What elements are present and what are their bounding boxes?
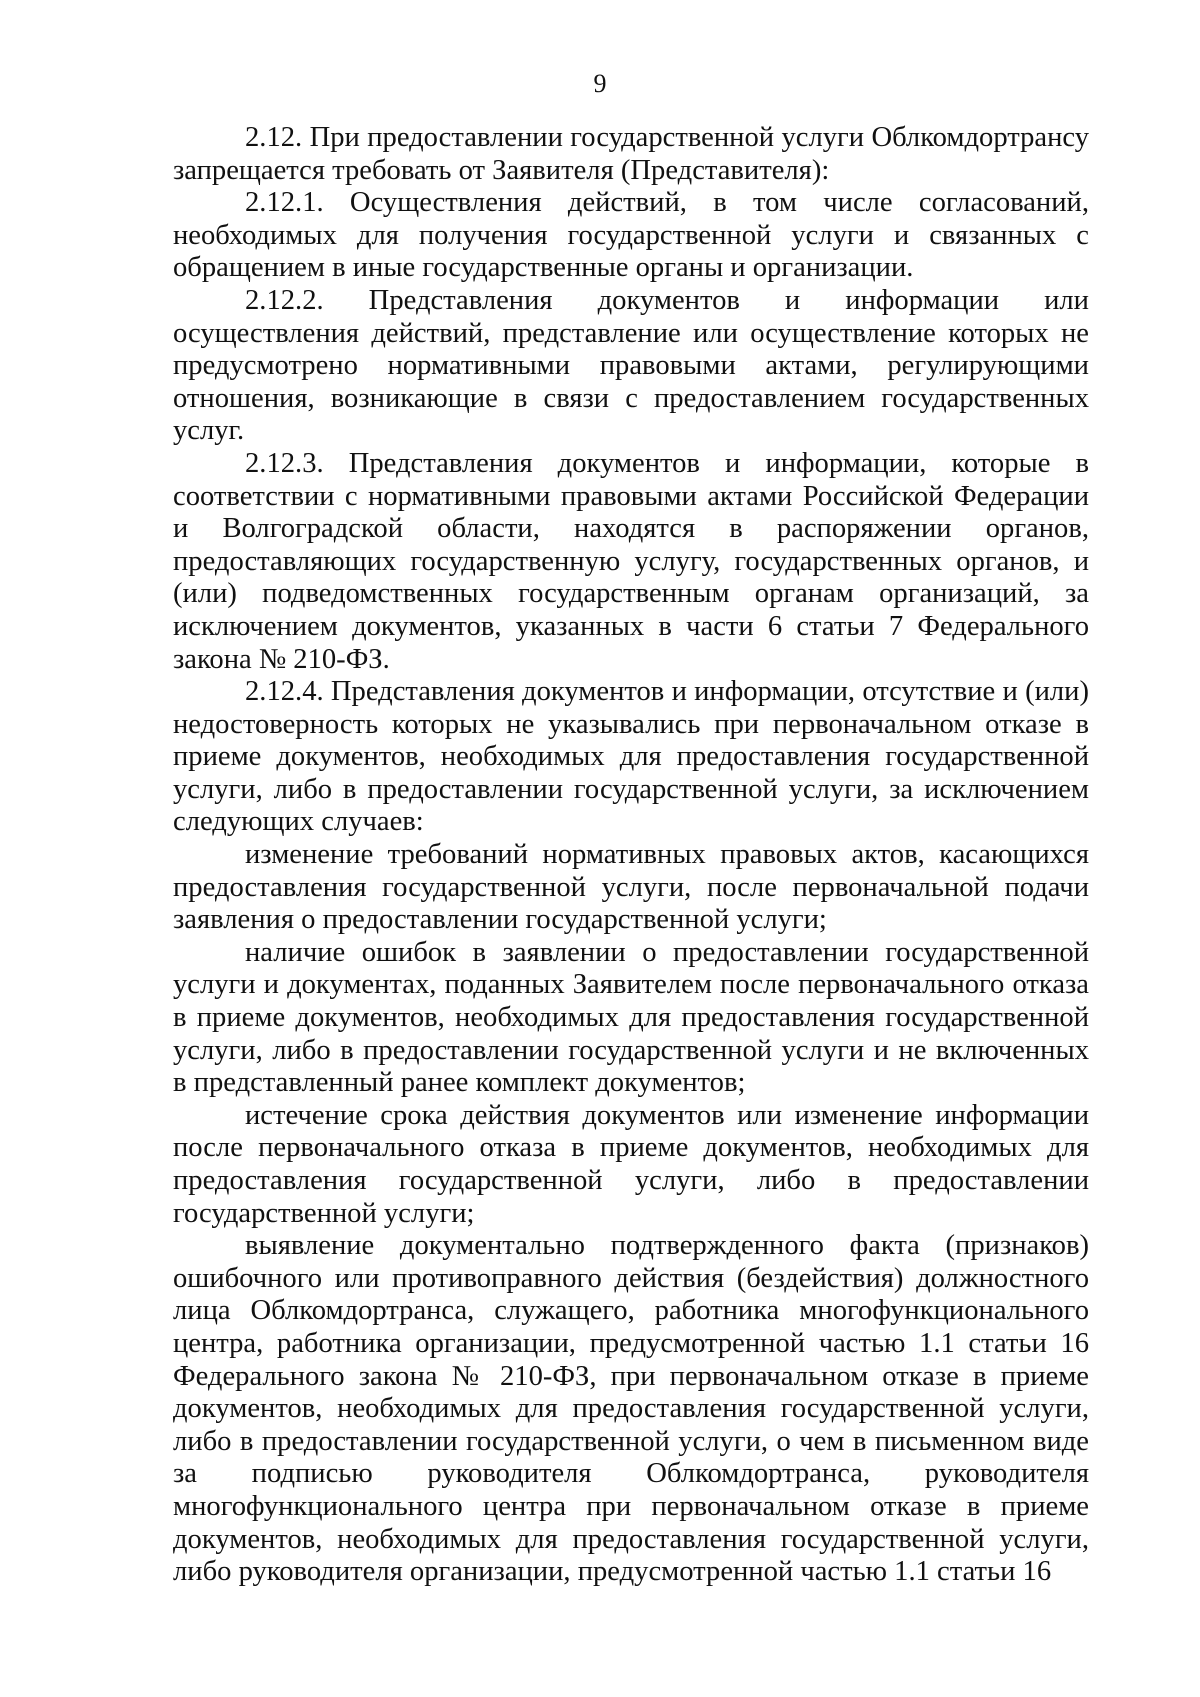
exception-unlawful-action: выявление документально подтвержденного факта (признаков) ошибочного или противоправного действия (бездействия) должностного лица Облкомдортранса, служащего, работника многофункционального центра, работника организации, предусмотренной частью 1.1 статьи 16 Федерального закона № 210-ФЗ, при первоначальном отказе в приеме документов, необходимых для предоставления государственной услуги, либо в предоставлении государственной услуги, о чем в письменном виде за подписью руководителя Облкомдортранса, руководителя многофункционального центра при первоначальном отказе в приеме документов, необходимых для предоставления государственной услуги, либо руководителя организации, предусмотренной частью 1.1 статьи 16	[173, 1230, 1089, 1588]
document-body	[173, 122, 1089, 1589]
paragraph-2-12-4: 2.12.4. Представления документов и информации, отсутствие и (или) недостоверность которых не указывались при первоначальном отказе в приеме документов, необходимых для предоставления государственной услуги, либо в предоставлении государственной услуги, за исключением следующих случаев:	[173, 676, 1089, 838]
paragraph-2-12: 2.12. При предоставлении государственной услуги Облкомдортрансу запрещается требовать от Заявителя (Представителя):	[173, 122, 1089, 186]
paragraph-2-12-1: 2.12.1. Осуществления действий, в том числе согласований, необходимых для получения государственной услуги и связанных с обращением в иные государственные органы и организации.	[173, 187, 1089, 284]
page-number: 9	[593, 69, 607, 98]
exception-errors-in-application: наличие ошибок в заявлении о предоставлении государственной услуги и документах, поданных Заявителем после первоначального отказа в приеме документов, необходимых для предоставления государственной услуги, либо в предоставлении государственной услуги и не включенных в представленный ранее комплект документов;	[173, 936, 1089, 1099]
paragraph-2-12-2: 2.12.2. Представления документов и информации или осуществления действий, представление или осуществление которых не предусмотрено нормативными правовыми актами, регулирующими отношения, возникающие в связи с предоставлением государственных услуг.	[173, 284, 1089, 447]
paragraph-2-12-3: 2.12.3. Представления документов и информации, которые в соответствии с нормативными правовыми актами Российской Федерации и Волгоградской области, находятся в распоряжении органов, предоставляющих государственную услугу, государственных органов, и (или) подведомственных государственным органам организаций, за исключением документов, указанных в части 6 статьи 7 Федерального закона № 210-ФЗ.	[173, 447, 1089, 675]
exception-expired-documents: истечение срока действия документов или изменение информации после первоначального отказа в приеме документов, необходимых для предоставления государственной услуги, либо в предоставлении государственной услуги;	[173, 1099, 1089, 1229]
exception-requirements-change: изменение требований нормативных правовых актов, касающихся предоставления государственной услуги, после первоначальной подачи заявления о предоставлении государственной услуги;	[173, 839, 1089, 936]
